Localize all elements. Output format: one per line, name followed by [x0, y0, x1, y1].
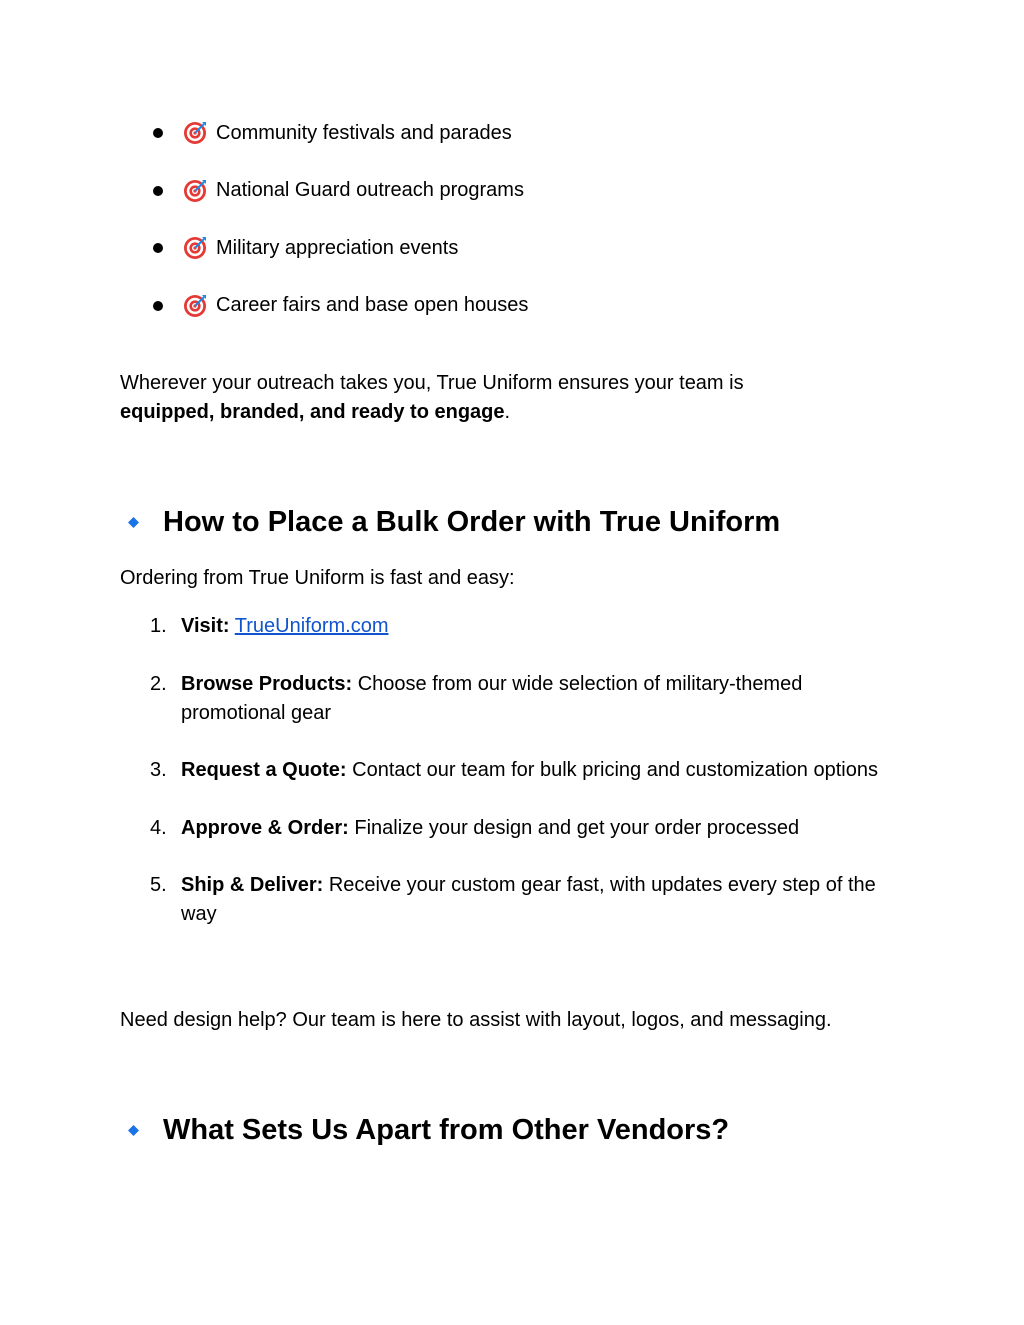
ordering-intro: Ordering from True Uniform is fast and easy: — [120, 567, 515, 589]
section-heading-bulk-order — [128, 506, 780, 539]
order-step — [150, 814, 910, 843]
list-item-text: National Guard outreach programs — [216, 179, 524, 202]
step-label: Browse Products: — [181, 672, 353, 695]
order-step — [150, 871, 910, 929]
step-label: Ship & Deliver: — [181, 874, 324, 897]
step-number: 1. — [150, 615, 167, 637]
outreach-bold-text: equipped, branded, and ready to engage — [120, 401, 505, 423]
list-item — [150, 233, 528, 263]
section-heading-sets-apart — [128, 1114, 729, 1147]
step-number: 3. — [150, 759, 167, 782]
target-icon — [183, 121, 207, 145]
step-text: Receive your custom gear fast, with updates every step of the way — [181, 874, 876, 926]
target-icon — [183, 294, 207, 318]
step-text: Contact our team for bulk pricing and customization options — [346, 759, 878, 782]
step-label: Approve & Order: — [181, 816, 349, 839]
step-body — [181, 756, 910, 785]
step-body — [181, 871, 910, 929]
step-text: Choose from our wide selection of military-themed promotional gear — [181, 672, 803, 724]
step-label: Request a Quote: — [181, 759, 347, 782]
target-icon — [183, 179, 207, 203]
event-list — [150, 118, 528, 348]
bullet-dot — [153, 243, 163, 253]
list-item-text: Community festivals and parades — [216, 121, 512, 144]
list-item — [150, 176, 528, 206]
outreach-end: . — [504, 401, 511, 423]
step-number: 4. — [150, 816, 167, 839]
blue-diamond-icon — [128, 1125, 139, 1136]
list-item-text: Career fairs and base open houses — [216, 294, 529, 317]
bullet-dot — [153, 186, 163, 196]
target-icon — [183, 236, 207, 260]
step-body — [181, 612, 910, 641]
step-label: Visit: — [181, 615, 230, 637]
order-step — [150, 670, 910, 728]
step-number: 2. — [150, 672, 167, 695]
step-number: 5. — [150, 874, 167, 897]
bullet-dot — [153, 301, 163, 311]
blue-diamond-icon — [128, 517, 139, 528]
trueuniform-link[interactable]: TrueUniform.com — [234, 615, 389, 637]
list-item — [150, 118, 528, 148]
step-body — [181, 814, 910, 843]
order-step — [150, 612, 910, 641]
outreach-text: Wherever your outreach takes you, True Uniform ensures your team is — [120, 372, 744, 394]
heading-text: What Sets Us Apart from Other Vendors? — [163, 1114, 730, 1146]
outreach-paragraph — [120, 369, 920, 427]
step-text: Finalize your design and get your order processed — [348, 816, 800, 839]
design-help-paragraph: Need design help? Our team is here to assist with layout, logos, and messaging. — [120, 1009, 832, 1031]
step-body — [181, 670, 910, 728]
heading-text: How to Place a Bulk Order with True Uniform — [163, 506, 781, 538]
list-item-text: Military appreciation events — [216, 236, 459, 259]
order-steps-list — [150, 612, 910, 958]
order-step — [150, 756, 910, 785]
list-item — [150, 291, 528, 321]
bullet-dot — [153, 128, 163, 138]
